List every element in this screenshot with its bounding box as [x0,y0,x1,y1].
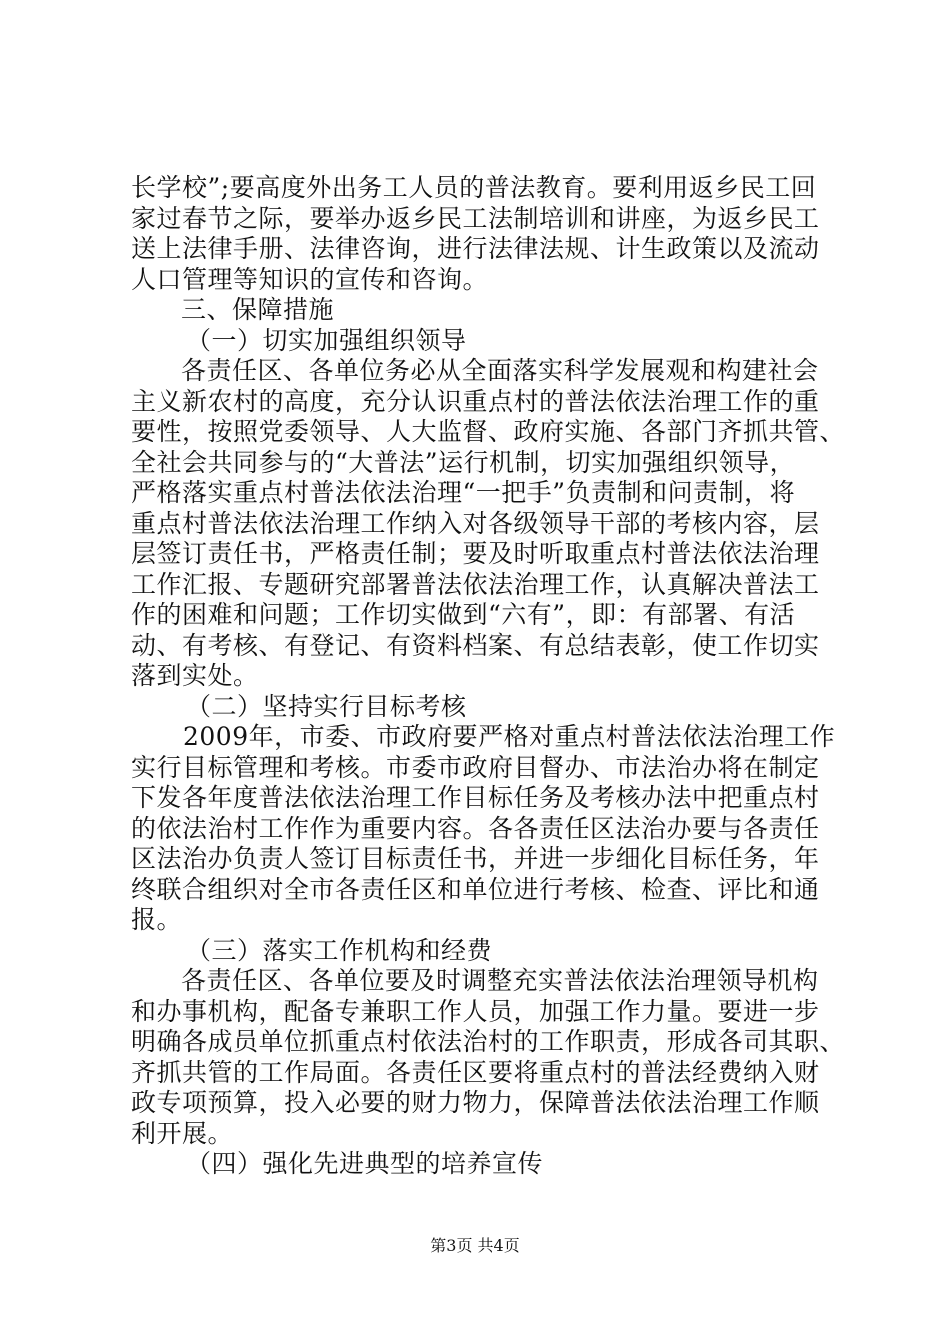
text-line: 全社会共同参与的“大普法”运行机制，切实加强组织领导， [131,447,796,477]
text-line: 严格落实重点村普法依法治理“一把手”负责制和问责制，将 [131,478,796,507]
text-line: 送上法律手册、法律咨询，进行法律法规、计生政策以及流动 [131,234,820,263]
text-line: 下发各年度普法依法治理工作目标任务及考核办法中把重点村 [131,783,820,812]
text-line: 的依法治村工作作为重要内容。各各责任区法治办要与各责任 [131,813,820,843]
text-line: 重点村普法依法治理工作纳入对各级领导干部的考核内容，层 [131,508,820,538]
text-line: 2009年，市委、市政府要严格对重点村普法依法治理工作 [183,722,836,751]
text-line: 区法治办负责人签订目标责任书，并进一步细化目标任务，年 [131,844,820,873]
subsection-heading: （二）坚持实行目标考核 [186,691,467,721]
text-line: 齐抓共管的工作局面。各责任区要将重点村的普法经费纳入财 [131,1057,820,1087]
text-line: 各责任区、各单位务必从全面落实科学发展观和构建社会 [181,356,819,385]
document-body [131,173,846,1180]
subsection-heading: （四）强化先进典型的培养宣传 [186,1149,544,1178]
text-line: 明确各成员单位抓重点村依法治村的工作职责，形成各司其职、 [131,1027,846,1056]
text-line: 人口管理等知识的宣传和咨询。 [131,264,489,294]
page-number-footer: 第3页 共4页 [430,1236,520,1255]
text-line: 终联合组织对全市各责任区和单位进行考核、检查、评比和通 [131,874,820,904]
section-heading: 三、保障措施 [181,295,335,324]
text-line: 利开展。 [131,1118,234,1148]
subsection-heading: （一）切实加强组织领导 [186,325,467,355]
text-line: 和办事机构，配备专兼职工作人员，加强工作力量。要进一步 [131,996,820,1026]
text-line: 落到实处。 [131,661,259,690]
text-line: 长学校”;要高度外出务工人员的普法教育。要利用返乡民工回 [131,173,817,202]
subsection-heading: （三）落实工作机构和经费 [186,935,493,965]
text-line: 要性，按照党委领导、人大监督、政府实施、各部门齐抓共管、 [131,417,846,446]
text-line: 动、有考核、有登记、有资料档案、有总结表彰，使工作切实 [131,630,820,660]
text-line: 家过春节之际，要举办返乡民工法制培训和讲座，为返乡民工 [131,203,820,233]
text-line: 政专项预算，投入必要的财力物力，保障普法依法治理工作顺 [131,1088,820,1117]
text-line: 报。 [131,905,183,934]
text-line: 作的困难和问题；工作切实做到“六有”，即：有部署、有活 [131,600,796,629]
text-line: 层签订责任书，严格责任制；要及时听取重点村普法依法治理 [131,539,820,568]
text-line: 工作汇报、专题研究部署普法依法治理工作，认真解决普法工 [131,569,820,599]
text-line: 主义新农村的高度，充分认识重点村的普法依法治理工作的重 [131,386,820,416]
text-line: 实行目标管理和考核。市委市政府目督办、市法治办将在制定 [131,752,820,782]
text-line: 各责任区、各单位要及时调整充实普法依法治理领导机构 [181,966,819,995]
